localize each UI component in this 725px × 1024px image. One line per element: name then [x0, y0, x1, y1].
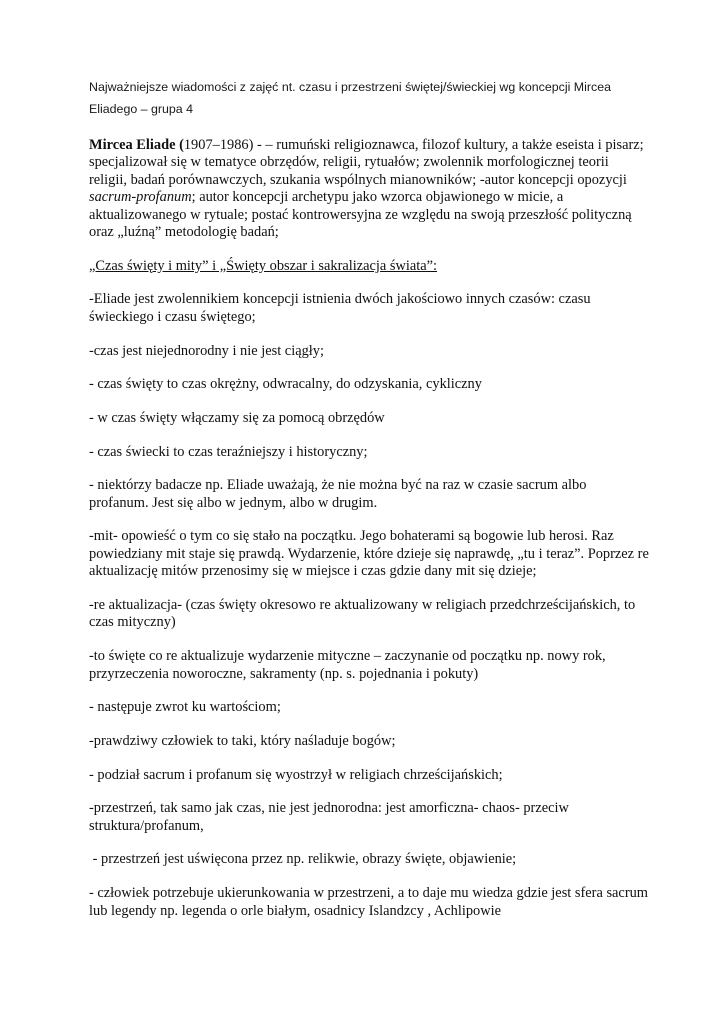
- intro-text: 1907–1986) - – rumuński religioznawca, filozof kultury, a także eseista i pisarz; specjalizował się w tematyce obrzędów, religii, rytuałów; zwolennik morfologicznej teorii religii, badań porównawczych, szukania wspólnych mianowników; -autor koncepcji opozycji: [89, 137, 644, 188]
- point-paragraph: - człowiek potrzebuje ukierunkowania w przestrzeni, a to daje mu wiedza gdzie jest sfera sacrum lub legendy np. legenda o orle białym, osadnicy Islandzcy , Achlipowie: [89, 885, 649, 919]
- point-paragraph: -to święte co re aktualizuje wydarzenie mityczne – zaczynanie od początku np. nowy rok, przyrzeczenia noworoczne, sakramenty (np. s. pojednania i pokuty): [89, 648, 606, 682]
- point-paragraph: -mit- opowieść o tym co się stało na początku. Jego bohaterami są bogowie lub herosi. Raz powiedziany mit staje się prawdą. Wydarzenie, które dzieje się naprawdę, „tu i teraz”. Poprzez re aktualizację mitów przenosimy się w miejsce i czas gdzie dany mit się dzieje;: [89, 528, 649, 580]
- point-paragraph: -czas jest niejednorodny i nie jest ciągły;: [89, 342, 324, 359]
- point-paragraph: - podział sacrum i profanum się wyostrzył w religiach chrześcijańskich;: [89, 766, 503, 783]
- point-paragraph: -prawdziwy człowiek to taki, który naśladuje bogów;: [89, 732, 396, 749]
- point-paragraph: - w czas święty włączamy się za pomocą obrzędów: [89, 409, 385, 426]
- point-paragraph: - przestrzeń jest uświęcona przez np. relikwie, obrazy święte, objawienie;: [89, 851, 517, 868]
- intro-paragraph: [89, 137, 649, 241]
- point-paragraph: - czas święty to czas okrężny, odwracalny, do odzyskania, cykliczny: [89, 376, 482, 393]
- section-heading: „Czas święty i mity” i „Święty obszar i sakralizacja świata”:: [89, 257, 438, 274]
- author-name: Mircea Eliade: [89, 137, 176, 153]
- point-paragraph: -przestrzeń, tak samo jak czas, nie jest jednorodna: jest amorficzna- chaos- przeciw struktura/profanum,: [89, 800, 569, 834]
- point-paragraph: -re aktualizacja- (czas święty okresowo re aktualizowany w religiach przedchrześcijańskich, to czas mityczny): [89, 596, 636, 631]
- point-paragraph: - następuje zwrot ku wartościom;: [89, 699, 281, 716]
- intro-italic-term: sacrum-profanum: [89, 189, 192, 206]
- document-body: [89, 137, 649, 936]
- years-open-paren: (: [175, 137, 184, 153]
- point-paragraph: - niektórzy badacze np. Eliade uważają, że nie można być na raz w czasie sacrum albo profanum. Jest się albo w jednym, albo w drugim.: [89, 477, 587, 511]
- document-header: Najważniejsze wiadomości z zajęć nt. czasu i przestrzeni świętej/świeckiej wg koncepcji Mircea Eliadego – grupa 4: [89, 80, 611, 116]
- intro-text-rest: ; autor koncepcji archetypu jako wzorca objawionego w micie, a aktualizowanego w rytuale; postać kontrowersyjna ze względu na swoją przeszłość polityczną oraz „luźną” metodologię badań;: [89, 189, 632, 241]
- point-paragraph: -Eliade jest zwolennikiem koncepcji istnienia dwóch jakościowo innych czasów: czasu świeckiego i czasu świętego;: [89, 291, 591, 325]
- point-paragraph: - czas świecki to czas teraźniejszy i historyczny;: [89, 443, 368, 460]
